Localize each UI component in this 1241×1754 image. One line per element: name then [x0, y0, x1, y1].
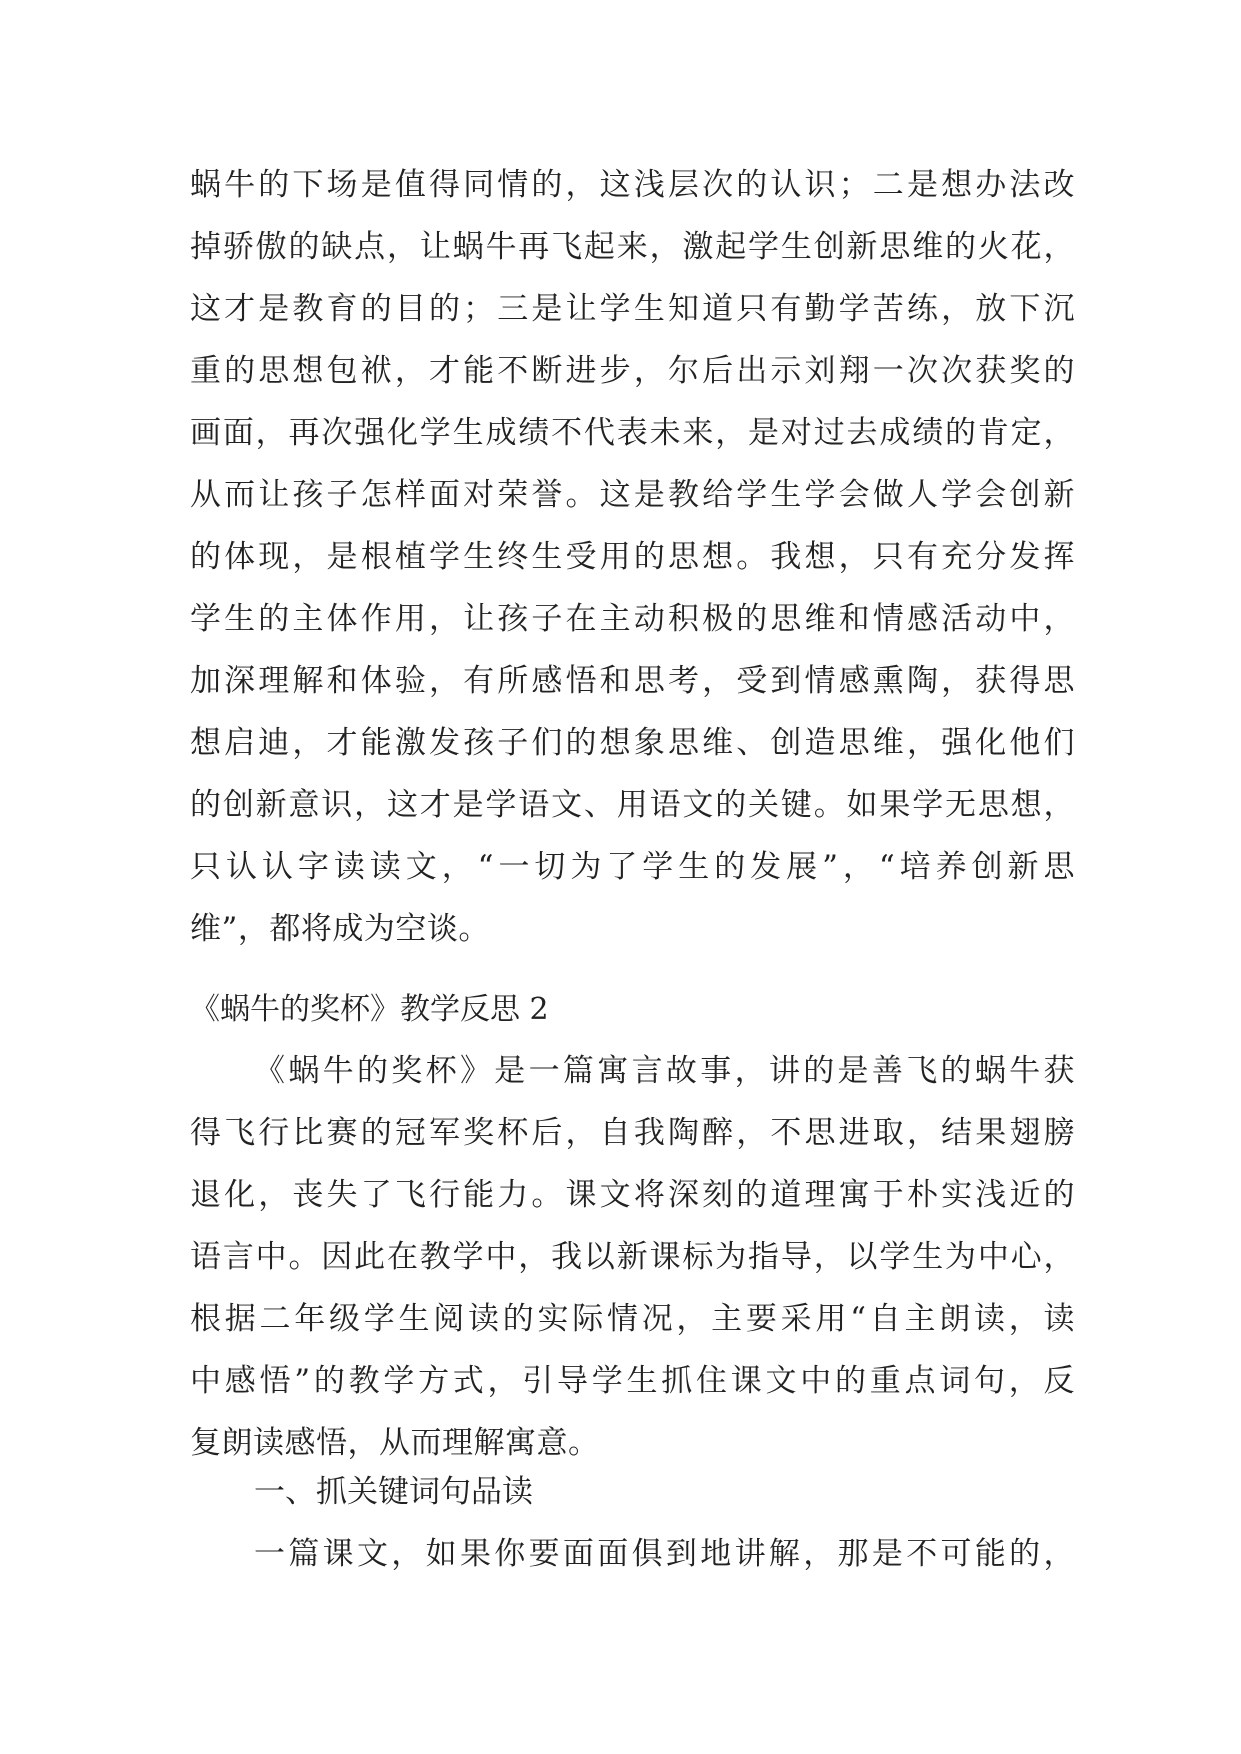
paragraph-2: [190, 1040, 1075, 1474]
text-line: 这才是教育的目的；三是让学生知道只有勤学苦练，放下沉: [190, 291, 1075, 327]
text-line: 《蜗牛的奖杯》是一篇寓言故事，讲的是善飞的蜗牛获: [254, 1053, 1075, 1089]
text-line: 掉骄傲的缺点，让蜗牛再飞起来，激起学生创新思维的火花，: [190, 229, 1075, 265]
text-line: 复朗读感悟，从而理解寓意。: [190, 1425, 600, 1461]
text-line: 想启迪，才能激发孩子们的想象思维、创造思维，强化他们: [190, 725, 1075, 761]
text-line: 的创新意识，这才是学语文、用语文的关键。如果学无思想，: [190, 787, 1075, 823]
text-line: 从而让孩子怎样面对荣誉。这是教给学生学会做人学会创新: [190, 477, 1075, 513]
text-line: 维”，都将成为空谈。: [190, 911, 490, 947]
text-line: 重的思想包袱，才能不断进步，尔后出示刘翔一次次获奖的: [190, 353, 1075, 389]
text-line: 只认认字读读文，“一切为了学生的发展”，“培养创新思: [190, 849, 1075, 885]
text-line: 退化，丧失了飞行能力。课文将深刻的道理寓于朴实浅近的: [190, 1177, 1075, 1213]
text-line: 得飞行比赛的冠军奖杯后，自我陶醉，不思进取，结果翅膀: [190, 1115, 1075, 1151]
text-line: 的体现，是根植学生终生受用的思想。我想，只有充分发挥: [190, 539, 1075, 575]
article-heading: 《蜗牛的奖杯》教学反思 2: [190, 992, 549, 1027]
text-line: 加深理解和体验，有所感悟和思考，受到情感熏陶，获得思: [190, 663, 1075, 699]
text-line: 中感悟”的教学方式，引导学生抓住课文中的重点词句，反: [190, 1363, 1075, 1399]
paragraph-3: [190, 1523, 1075, 1585]
text-line: 一篇课文，如果你要面面俱到地讲解，那是不可能的，: [254, 1536, 1075, 1572]
text-line: 语言中。因此在教学中，我以新课标为指导，以学生为中心，: [190, 1239, 1075, 1275]
text-line: 画面，再次强化学生成绩不代表未来，是对过去成绩的肯定，: [190, 415, 1075, 451]
paragraph-1: [190, 154, 1075, 960]
section-title: 一、抓关键词句品读: [254, 1474, 533, 1510]
text-line: 蜗牛的下场是值得同情的，这浅层次的认识；二是想办法改: [190, 167, 1075, 203]
text-line: 学生的主体作用，让孩子在主动积极的思维和情感活动中，: [190, 601, 1075, 637]
text-line: 根据二年级学生阅读的实际情况，主要采用“自主朗读，读: [190, 1301, 1075, 1337]
